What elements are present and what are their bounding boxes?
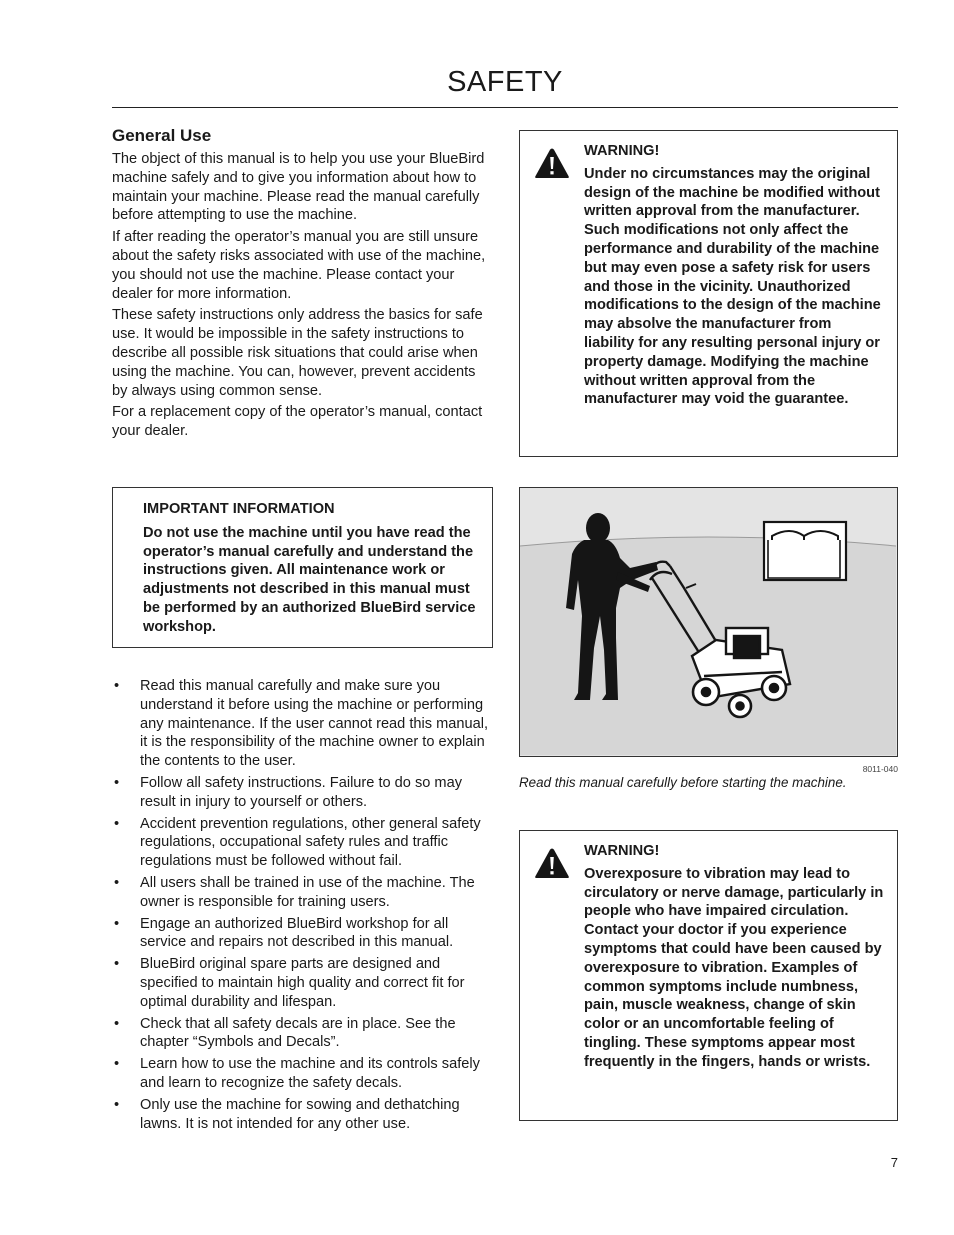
page-title: SAFETY	[447, 66, 563, 98]
list-item-text: Learn how to use the machine and its controls safely and learn to recognize the safety decals.	[140, 1056, 480, 1091]
figure-code: 8011-040	[862, 764, 898, 774]
section-heading: General Use	[112, 126, 212, 145]
important-information-heading: IMPORTANT INFORMATION	[143, 501, 335, 517]
list-item	[112, 874, 492, 912]
bullet-symbol: •	[114, 956, 120, 973]
operator-with-aerator-illustration	[520, 488, 896, 755]
figure-caption: Read this manual carefully before starting the machine.	[519, 775, 847, 790]
important-information-body: Do not use the machine until you have read the operator’s manual carefully and understand the instructions given. All maintenance work or adjustments not described in this manual must be performed by an authorized BlueBird service workshop.	[143, 524, 476, 635]
bullet-symbol: •	[114, 815, 120, 832]
bullet-symbol: •	[114, 1096, 120, 1113]
safety-bullet-list	[112, 677, 492, 1136]
warning-box-vibration	[519, 830, 898, 1121]
warning-body-symptoms: Contact your doctor if you experience symptoms that could have been caused by overexposure to vibration. Examples of common symptoms include numbness, pain, muscle weakness, change of skin color or an uncomfortable feeling of tingling. These symptoms appear most frequently in the fingers, hands or wrists.	[584, 922, 882, 1070]
open-book-icon	[764, 522, 846, 580]
list-item-text: BlueBird original spare parts are designed and specified to maintain high quality and correct fit for optimal durability and lifespan.	[140, 956, 465, 1010]
list-item-text: Check that all safety decals are in place. See the chapter “Symbols and Decals”.	[140, 1015, 456, 1051]
paragraph-manual-purpose: The object of this manual is to help you use your BlueBird machine safely and to give you information about how to maintain your machine. Please read the manual carefully before attempting to use the machine.	[112, 151, 485, 224]
list-item-text: Accident prevention regulations, other general safety regulations, occupational safety rules and traffic regulations must be followed without fail.	[140, 815, 481, 870]
list-item-text: Follow all safety instructions. Failure to do so may result in injury to yourself or others.	[140, 774, 463, 810]
paragraph-replacement-copy: For a replacement copy of the operator’s manual, contact your dealer.	[112, 404, 483, 440]
warning-box-modifications	[519, 130, 898, 457]
paragraph-unsure: If after reading the operator’s manual you are still unsure about the safety risks associated with use of the machine, you should not use the machine. Please contact your dealer for more information.	[112, 229, 486, 302]
list-item	[112, 774, 492, 812]
bullet-symbol: •	[114, 915, 120, 932]
page-number: 7	[890, 1155, 898, 1170]
list-item-text: All users shall be trained in use of the machine. The owner is responsible for training users.	[140, 874, 475, 910]
list-item	[112, 677, 492, 771]
bullet-symbol: •	[114, 874, 120, 891]
list-item	[112, 1015, 492, 1053]
warning-body-risk: Overexposure to vibration may lead to circulatory or nerve damage, particularly in people who have impaired circulation.	[584, 865, 884, 920]
bullet-symbol: •	[114, 678, 120, 694]
paragraph-basics: These safety instructions only address the basics for safe use. It would be impossible in the safety instructions to describe all possible risk situations that could arise when using the machine. You can, however, prevent accidents by always using common sense.	[112, 307, 483, 399]
list-item	[112, 1055, 492, 1093]
warning-triangle-icon	[534, 847, 570, 880]
list-item-text: Read this manual carefully and make sure you understand it before using the machine or performing any maintenance. If the user cannot read this manual, it is the responsibility of the machine owner to explain the contents to the user.	[140, 678, 489, 770]
list-item	[112, 1096, 492, 1134]
list-item-text: Only use the machine for sowing and dethatching lawns. It is not intended for any other use.	[140, 1096, 460, 1132]
list-item-text: Engage an authorized BlueBird workshop for all service and repairs not described in this manual.	[140, 915, 454, 951]
bullet-symbol: •	[114, 1056, 120, 1073]
bullet-symbol: •	[114, 1015, 120, 1032]
important-information-box	[112, 487, 493, 648]
warning-triangle-icon	[534, 147, 570, 180]
title-rule	[112, 107, 898, 108]
list-item	[112, 955, 492, 1011]
list-item	[112, 915, 492, 953]
list-item	[112, 815, 492, 871]
warning-body: Under no circumstances may the original design of the machine be modified without written approval from the manufacturer. Such modifications not only affect the performance and durability of the machine but may even pose a safety risk for users and those in the vicinity. Unauthorized modifications to the design of the machine may absolve the manufacturer from liability for any resulting personal injury or property damage. Modifying the machine without written approval from the manufacturer may void the guarantee.	[584, 165, 881, 408]
general-use-section	[112, 126, 492, 444]
warning-heading: WARNING!	[584, 843, 660, 859]
bullet-symbol: •	[114, 774, 120, 791]
operator-figure	[519, 487, 898, 757]
warning-heading: WARNING!	[584, 143, 660, 159]
